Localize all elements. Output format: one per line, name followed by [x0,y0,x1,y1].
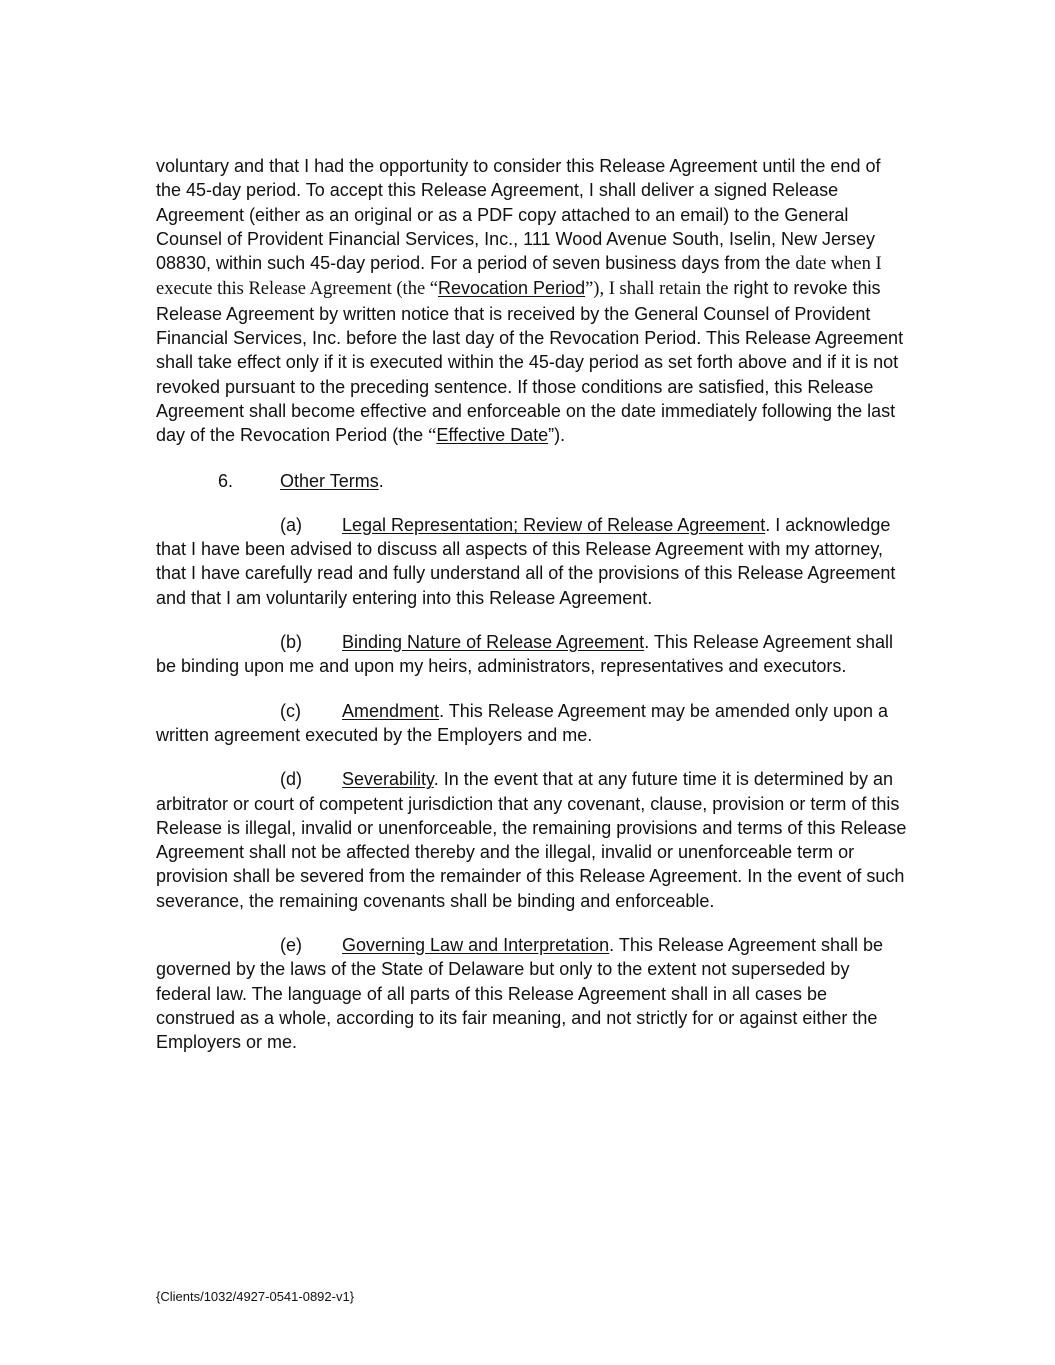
subsection-a [156,513,908,610]
subsection-label: (a) [280,514,302,535]
subsection-label: (e) [280,935,302,956]
defined-term-effective-date: Effective Date [436,425,549,446]
intro-text-2: right to revoke this Release Agreement by written notice that is received by the General Counsel of Provident Financial Services, Inc. before the last day of the Revocation Period. This Release Agreement shall take effect only if it is executed within the 45-day period as set forth above and if it is not revoked pursuant to the preceding sentence. If those conditions are satisfied, this Release Agreement shall become effective and enforceable on the date immediately following the last day of the Revocation Period (the [156,278,904,446]
subsection-label: (c) [280,700,301,721]
subsection-heading: Severability [342,769,434,790]
section-number: 6. [218,470,234,491]
intro-serif-text-1: date when I execute this Release Agreement (the “ [156,254,882,300]
intro-paragraph [156,154,908,449]
subsection-text: . In the event that at any future time it is determined by an arbitrator or court of competent jurisdiction that any covenant, clause, provision or term of this Release is illegal, invalid or unenforceable, the remaining provisions and terms of this Release Agreement shall not be affected thereby and the illegal, invalid or unenforceable term or provision shall be severed from the remainder of this Release Agreement. In the event of such severance, the remaining covenants shall be binding and enforceable. [156,769,907,911]
footer-document-id: {Clients/1032/4927-0541-0892-v1} [156,1289,355,1304]
section-heading [156,469,908,493]
intro-text-1: voluntary and that I had the opportunity to consider this Release Agreement until the end of the 45-day period. To accept this Release Agreement, I shall deliver a signed Release Agreement (either as an original or as a PDF copy attached to an email) to the General Counsel of Provident Financial Services, Inc., 111 Wood Avenue South, Iselin, New Jersey 08830, within such 45-day period. For a period of seven business days from the [156,156,881,274]
subsection-c [156,699,908,748]
subsection-label: (d) [280,769,302,790]
subsection-heading: Amendment [342,700,440,721]
section-title: Other Terms [280,470,379,491]
subsection-b [156,630,908,679]
intro-serif-text-2: ”), I shall retain the [585,279,729,300]
subsection-d [156,767,908,913]
subsection-e [156,933,908,1054]
subsection-text: . I acknowledge that I have been advised to discuss all aspects of this Release Agreement with my attorney, that I have carefully read and fully understand all of the provisions of this Release Agreement and that I am voluntarily entering into this Release Agreement. [156,514,896,608]
subsection-heading: Binding Nature of Release Agreement [342,632,645,653]
subsection-text: . This Release Agreement may be amended only upon a written agreement executed by the Employers and me. [156,700,889,745]
intro-close: ”). [548,425,566,446]
subsection-text: . This Release Agreement shall be binding upon me and upon my heirs, administrators, representatives and executors. [156,632,893,677]
subsection-heading: Legal Representation; Review of Release Agreement [342,514,766,535]
defined-term-revocation-period: Revocation Period [438,278,586,299]
subsection-label: (b) [280,632,302,653]
document-page [156,154,908,1055]
subsection-heading: Governing Law and Interpretation [342,935,610,956]
intro-open-quote: “ [428,426,437,447]
subsection-text: . This Release Agreement shall be governed by the laws of the State of Delaware but only to the extent not superseded by federal law. The language of all parts of this Release Agreement shall in all cases be construed as a whole, according to its fair meaning, and not strictly for or against either the Employers or me. [156,935,883,1053]
section-title-end: . [378,470,384,491]
